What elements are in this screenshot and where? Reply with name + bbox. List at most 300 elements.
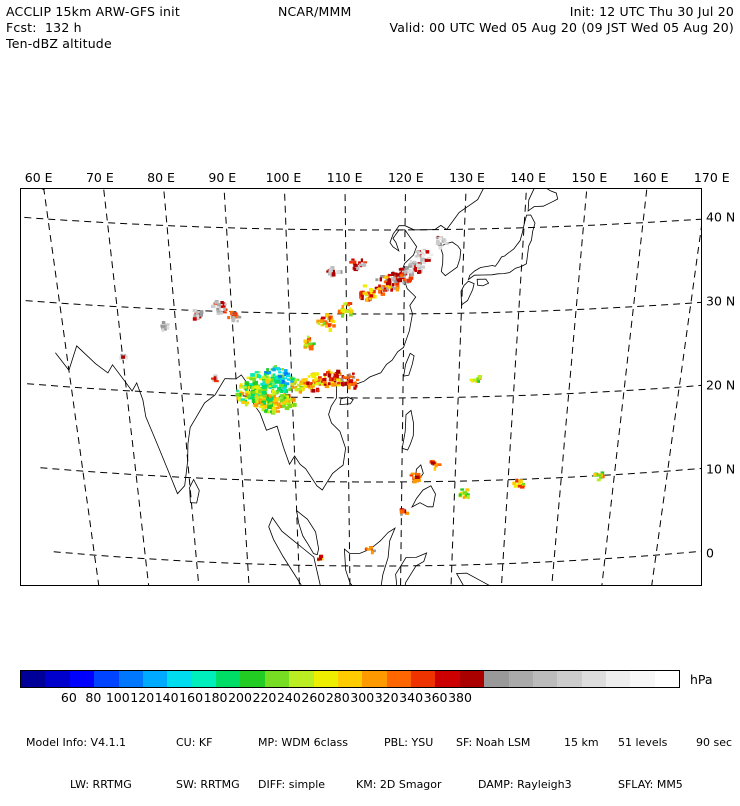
colorbar-tick-260: 260 — [301, 690, 326, 705]
header-line-3 — [6, 36, 734, 52]
colorbar-swatch-8 — [216, 671, 240, 687]
reflectivity-cell — [412, 261, 416, 263]
meridian-130 — [449, 189, 467, 585]
reflectivity-cell — [258, 389, 262, 393]
reflectivity-cell — [328, 382, 331, 385]
reflectivity-cell — [434, 467, 437, 471]
model-info-cell-0-3: PBL: YSU — [384, 736, 434, 749]
model-info-cell-1-2: DIFF: simple — [258, 778, 326, 791]
reflectivity-cell — [288, 398, 291, 400]
colorbar-tick-380: 380 — [448, 690, 472, 705]
coastline-outlines — [30, 189, 701, 585]
reflectivity-cell — [426, 250, 430, 254]
reflectivity-cell — [341, 309, 345, 312]
reflectivity-cell — [264, 410, 268, 413]
coastline-segment — [461, 281, 474, 305]
reflectivity-cell — [282, 380, 285, 384]
colorbar-swatch-11 — [289, 671, 313, 687]
model-info-footer — [26, 708, 733, 806]
meridian-120 — [400, 189, 406, 585]
colorbar-tick-100: 100 — [105, 690, 130, 705]
reflectivity-cell — [312, 389, 316, 393]
reflectivity-cell — [307, 340, 311, 342]
reflectivity-cell — [414, 269, 417, 271]
reflectivity-cell — [214, 376, 217, 380]
reflectivity-cell — [211, 378, 214, 380]
reflectivity-cell — [408, 279, 412, 281]
reflectivity-cell — [317, 389, 320, 392]
reflectivity-cell — [303, 340, 307, 343]
reflectivity-cell — [266, 380, 270, 384]
coastline-segment — [457, 573, 507, 585]
reflectivity-cell — [286, 375, 291, 377]
colorbar-tick-220: 220 — [252, 690, 277, 705]
reflectivity-cell — [336, 370, 340, 374]
reflectivity-cell — [417, 257, 420, 259]
reflectivity-cell — [245, 389, 248, 391]
colorbar-swatch-7 — [192, 671, 216, 687]
colorbar-swatch-5 — [143, 671, 167, 687]
reflectivity-cell — [515, 479, 518, 483]
map-plot-area — [20, 188, 702, 586]
model-info-cell-0-6: 51 levels — [618, 736, 668, 749]
reflectivity-cell — [436, 241, 440, 245]
reflectivity-cell — [237, 316, 241, 318]
reflectivity-cell — [460, 488, 464, 490]
reflectivity-cell — [353, 264, 357, 267]
reflectivity-cell — [162, 328, 165, 332]
reflectivity-cell — [328, 374, 331, 378]
reflectivity-cell — [349, 261, 353, 264]
colorbar-tick-140: 140 — [154, 690, 179, 705]
reflectivity-cell — [405, 266, 409, 269]
reflectivity-cell — [341, 378, 344, 381]
reflectivity-cell — [418, 270, 422, 274]
coastline-segment — [55, 189, 701, 494]
reflectivity-cell — [275, 380, 279, 384]
colorbar-swatch-13 — [338, 671, 362, 687]
ten-dbz-altitude-field — [119, 236, 604, 561]
model-info-cell-1-1: SW: RRTMG — [176, 778, 240, 791]
reflectivity-cell — [399, 268, 402, 271]
reflectivity-cell — [263, 377, 267, 380]
reflectivity-cell — [341, 314, 344, 318]
reflectivity-cell — [121, 355, 125, 358]
reflectivity-cell — [392, 283, 395, 286]
reflectivity-cell — [412, 265, 415, 269]
reflectivity-cell — [329, 328, 333, 332]
parallel-20 — [27, 383, 701, 398]
reflectivity-cell — [407, 270, 412, 274]
reflectivity-cell — [214, 301, 218, 304]
reflectivity-cell — [347, 304, 350, 306]
colorbar-swatch-20 — [509, 671, 533, 687]
colorbar-tick-60: 60 — [60, 690, 77, 705]
reflectivity-cell — [353, 387, 356, 390]
reflectivity-cell — [269, 395, 271, 398]
model-info-cell-0-5: 15 km — [564, 736, 599, 749]
reflectivity-cell — [331, 383, 335, 387]
colorbar-swatch-21 — [533, 671, 557, 687]
reflectivity-cell — [272, 410, 276, 414]
colorbar-swatch-1 — [45, 671, 69, 687]
reflectivity-cell — [281, 368, 284, 370]
reflectivity-cell — [245, 382, 249, 386]
reflectivity-cell — [427, 257, 431, 259]
reflectivity-cell — [308, 342, 313, 344]
reflectivity-cell — [319, 555, 323, 558]
reflectivity-cell — [318, 379, 321, 382]
colorbar-swatch-16 — [411, 671, 435, 687]
reflectivity-cell — [245, 403, 248, 407]
reflectivity-cell — [479, 376, 481, 379]
reflectivity-cell — [250, 373, 255, 377]
reflectivity-cell — [221, 306, 226, 308]
reflectivity-cell — [342, 382, 344, 386]
reflectivity-cell — [400, 509, 405, 513]
meridian-80 — [160, 189, 203, 585]
coastline-segment — [528, 189, 558, 211]
lat-tick-40: 40 N — [706, 209, 736, 225]
valid-time: Valid: 00 UTC Wed 05 Aug 20 (09 JST Wed 05 Aug 20) — [389, 20, 734, 35]
reflectivity-cell — [162, 321, 166, 324]
model-info-cell-0-7: 90 sec — [696, 736, 733, 749]
reflectivity-cell — [328, 273, 332, 275]
reflectivity-cell — [361, 258, 363, 262]
reflectivity-cell — [388, 286, 392, 289]
reflectivity-cell — [383, 288, 386, 290]
reflectivity-cell — [344, 382, 347, 386]
reflectivity-cell — [241, 401, 245, 404]
reflectivity-cell — [269, 403, 273, 405]
reflectivity-cell — [247, 394, 250, 398]
colorbar-swatch-23 — [582, 671, 606, 687]
colorbar-swatch-3 — [94, 671, 118, 687]
reflectivity-cell — [167, 326, 170, 330]
lon-tick-100: 100 E — [265, 170, 302, 185]
reflectivity-cell — [355, 381, 357, 384]
colorbar-tick-340: 340 — [399, 690, 424, 705]
colorbar-tick-360: 360 — [423, 690, 448, 705]
reflectivity-cell — [348, 387, 351, 390]
colorbar-tick-80: 80 — [85, 690, 102, 705]
model-info-cell-0-1: CU: KF — [176, 736, 213, 749]
colorbar-swatch-6 — [167, 671, 191, 687]
model-info-cell-1-3: KM: 2D Smagor — [356, 778, 442, 791]
reflectivity-cell — [518, 479, 523, 483]
reflectivity-cell — [232, 317, 235, 320]
colorbar-swatch-14 — [362, 671, 386, 687]
reflectivity-cell — [252, 386, 255, 390]
meridian-170 — [647, 189, 701, 585]
reflectivity-cell — [262, 397, 266, 399]
reflectivity-cell — [378, 290, 381, 294]
coastline-segment — [297, 511, 319, 555]
reflectivity-cell — [422, 254, 425, 257]
init-time: Init: 12 UTC Thu 30 Jul 20 — [569, 4, 734, 19]
colorbar-tick-320: 320 — [374, 690, 399, 705]
reflectivity-cell — [420, 266, 425, 269]
colorbar-tick-240: 240 — [276, 690, 301, 705]
reflectivity-cell — [438, 237, 442, 239]
reflectivity-cell — [252, 399, 255, 403]
reflectivity-cell — [223, 308, 226, 311]
reflectivity-cell — [429, 253, 433, 256]
reflectivity-cell — [359, 264, 363, 267]
reflectivity-cell — [349, 308, 351, 311]
reflectivity-cell — [262, 391, 266, 394]
reflectivity-cell — [321, 381, 323, 383]
reflectivity-cell — [249, 378, 252, 381]
reflectivity-cell — [301, 379, 305, 383]
reflectivity-cell — [352, 373, 355, 375]
reflectivity-cell — [467, 495, 470, 497]
lon-tick-120: 120 E — [387, 170, 424, 185]
reflectivity-cell — [273, 399, 277, 403]
reflectivity-cell — [349, 310, 352, 314]
colorbar-swatch-22 — [557, 671, 581, 687]
lat-tick-20: 20 N — [706, 377, 736, 393]
reflectivity-cell — [463, 496, 465, 499]
colorbar-tick-200: 200 — [228, 690, 252, 705]
reflectivity-cell — [356, 267, 359, 270]
reflectivity-cell — [329, 268, 333, 272]
coastline-segment — [477, 279, 488, 286]
reflectivity-cell — [291, 398, 295, 402]
model-info-cell-0-4: SF: Noah LSM — [456, 736, 531, 749]
reflectivity-cell — [369, 294, 373, 297]
coastline-segment — [402, 410, 413, 450]
meridian-160 — [597, 189, 652, 585]
reflectivity-cell — [443, 238, 446, 241]
reflectivity-cell — [473, 379, 477, 382]
reflectivity-cell — [310, 373, 315, 376]
reflectivity-cell — [259, 375, 261, 379]
reflectivity-cell — [421, 250, 425, 252]
colorbar-tick-labels — [20, 690, 700, 705]
reflectivity-cell — [243, 386, 247, 389]
reflectivity-cell — [332, 272, 336, 276]
reflectivity-cell — [416, 473, 421, 476]
reflectivity-cell — [311, 386, 314, 388]
latitude-axis — [706, 188, 740, 586]
reflectivity-cell — [273, 385, 278, 388]
colorbar-tick-300: 300 — [350, 690, 375, 705]
reflectivity-cell — [262, 395, 266, 398]
reflectivity-cell — [328, 324, 331, 328]
reflectivity-cell — [351, 259, 354, 261]
reflectivity-cell — [439, 246, 443, 250]
reflectivity-cell — [303, 384, 306, 388]
lon-tick-60: 60 E — [24, 170, 53, 185]
lon-tick-70: 70 E — [85, 170, 114, 185]
reflectivity-cell — [400, 274, 403, 277]
model-info-row-1 — [26, 736, 733, 750]
reflectivity-cell — [415, 476, 420, 479]
coastline-segment — [468, 215, 535, 280]
lon-tick-90: 90 E — [208, 170, 237, 185]
reflectivity-cell — [369, 288, 373, 292]
colorbar-swatch-10 — [265, 671, 289, 687]
reflectivity-cell — [238, 398, 241, 402]
reflectivity-cell — [248, 386, 250, 390]
lon-tick-150: 150 E — [571, 170, 608, 185]
model-title: ACCLIP 15km ARW-GFS init — [6, 4, 180, 19]
reflectivity-cell — [245, 397, 247, 400]
reflectivity-cell — [389, 282, 391, 286]
reflectivity-cell — [459, 493, 462, 496]
reflectivity-cell — [239, 385, 242, 387]
reflectivity-cell — [367, 548, 372, 550]
lon-tick-140: 140 E — [510, 170, 547, 185]
colorbar-swatch-17 — [435, 671, 459, 687]
reflectivity-cell — [261, 401, 264, 403]
reflectivity-cell — [465, 488, 469, 491]
reflectivity-cell — [295, 379, 298, 381]
meridian-70 — [98, 189, 153, 585]
reflectivity-cell — [267, 405, 272, 409]
reflectivity-cell — [337, 382, 340, 385]
reflectivity-cell — [343, 303, 347, 306]
reflectivity-cell — [237, 390, 239, 392]
reflectivity-cell — [435, 464, 438, 468]
reflectivity-cell — [313, 342, 316, 345]
reflectivity-cell — [419, 252, 423, 254]
reflectivity-cell — [217, 310, 220, 312]
colorbar-tick-280: 280 — [325, 690, 350, 705]
reflectivity-cell — [278, 398, 281, 401]
colorbar-swatch-25 — [630, 671, 654, 687]
reflectivity-cell — [247, 377, 250, 379]
model-info-cell-1-5: SFLAY: MM5 — [618, 778, 683, 791]
reflectivity-cell — [160, 325, 165, 328]
reflectivity-cell — [332, 324, 336, 327]
coastline-segment — [30, 189, 49, 190]
colorbar-swatch-4 — [119, 671, 143, 687]
reflectivity-cell — [254, 385, 259, 388]
reflectivity-cell — [349, 376, 354, 378]
model-info-cell-0-0: Model Info: V4.1.1 — [26, 736, 127, 749]
coastline-segment — [412, 486, 436, 507]
model-info-cell-1-0: LW: RRTMG — [70, 778, 132, 791]
reflectivity-cell — [329, 377, 332, 381]
reflectivity-cell — [277, 387, 281, 391]
reflectivity-cell — [295, 388, 298, 391]
reflectivity-cell — [380, 277, 382, 281]
lat-tick-0: 0 — [706, 545, 714, 561]
reflectivity-cell — [402, 281, 404, 284]
reflectivity-cell — [263, 405, 266, 409]
reflectivity-cell — [363, 263, 366, 267]
reflectivity-cell — [345, 310, 350, 313]
reflectivity-cell — [220, 301, 223, 304]
reflectivity-cell — [272, 407, 275, 410]
coastline-segment — [404, 353, 414, 376]
reflectivity-cell — [314, 377, 318, 381]
graticule-lines — [21, 189, 701, 585]
reflectivity-cell — [416, 264, 420, 268]
reflectivity-cell — [216, 308, 219, 310]
reflectivity-cell — [227, 316, 230, 319]
reflectivity-cell — [193, 317, 197, 321]
reflectivity-cell — [328, 316, 331, 319]
reflectivity-cell — [463, 491, 467, 494]
parallel-40 — [21, 215, 701, 230]
reflectivity-cell — [292, 383, 294, 386]
model-info-row-2 — [26, 778, 726, 792]
reflectivity-cell — [336, 270, 341, 274]
colorbar-tick-120: 120 — [130, 690, 155, 705]
reflectivity-cell — [397, 279, 400, 282]
reflectivity-cell — [323, 322, 326, 326]
parallel-30 — [21, 299, 701, 314]
reflectivity-cell — [597, 474, 602, 477]
reflectivity-cell — [425, 259, 429, 262]
reflectivity-cell — [299, 383, 302, 386]
meridian-60 — [36, 189, 104, 585]
reflectivity-cell — [286, 382, 289, 385]
reflectivity-cell — [271, 396, 273, 400]
reflectivity-cell — [197, 315, 200, 319]
reflectivity-cell — [304, 344, 308, 346]
reflectivity-cell — [378, 285, 381, 288]
reflectivity-cell — [288, 388, 291, 391]
colorbar-swatch-26 — [655, 671, 679, 687]
reflectivity-cell — [269, 387, 272, 389]
reflectivity-cell — [308, 375, 311, 377]
reflectivity-cell — [363, 292, 368, 295]
reflectivity-cell — [274, 377, 279, 380]
reflectivity-cell — [412, 480, 416, 484]
reflectivity-cell — [518, 485, 522, 488]
reflectivity-cell — [309, 382, 312, 385]
colorbar-swatch-0 — [21, 671, 45, 687]
colorbar-swatch-9 — [240, 671, 264, 687]
reflectivity-cell — [384, 277, 389, 279]
reflectivity-cell — [597, 479, 601, 482]
reflectivity-cell — [237, 320, 239, 323]
reflectivity-cell — [391, 272, 394, 276]
lon-tick-80: 80 E — [147, 170, 175, 185]
reflectivity-cell — [323, 378, 327, 381]
reflectivity-cell — [512, 482, 515, 486]
colorbar-unit-label: hPa — [690, 672, 713, 687]
coastline-segment — [440, 242, 461, 276]
header-line-2 — [6, 20, 734, 36]
colorbar-swatch-24 — [606, 671, 630, 687]
reflectivity-cell — [196, 311, 199, 315]
longitude-axis — [20, 170, 730, 186]
coastline-segment — [344, 528, 395, 585]
reflectivity-cell — [211, 305, 216, 308]
reflectivity-cell — [418, 479, 421, 482]
reflectivity-cell — [199, 313, 203, 317]
forecast-hour: Fcst: 132 h — [6, 20, 82, 35]
colorbar-swatch-2 — [70, 671, 94, 687]
reflectivity-cell — [323, 373, 326, 376]
reflectivity-cell — [233, 312, 238, 314]
colorbar-swatch-12 — [314, 671, 338, 687]
colorbar-tick-160: 160 — [179, 690, 204, 705]
reflectivity-cell — [236, 393, 240, 397]
coastline-segment — [269, 518, 326, 585]
reflectivity-cell — [276, 410, 280, 413]
map-canvas — [21, 189, 701, 585]
colorbar — [20, 670, 680, 688]
reflectivity-cell — [293, 403, 297, 407]
lon-tick-110: 110 E — [326, 170, 363, 185]
field-name: Ten-dBZ altitude — [6, 36, 112, 51]
